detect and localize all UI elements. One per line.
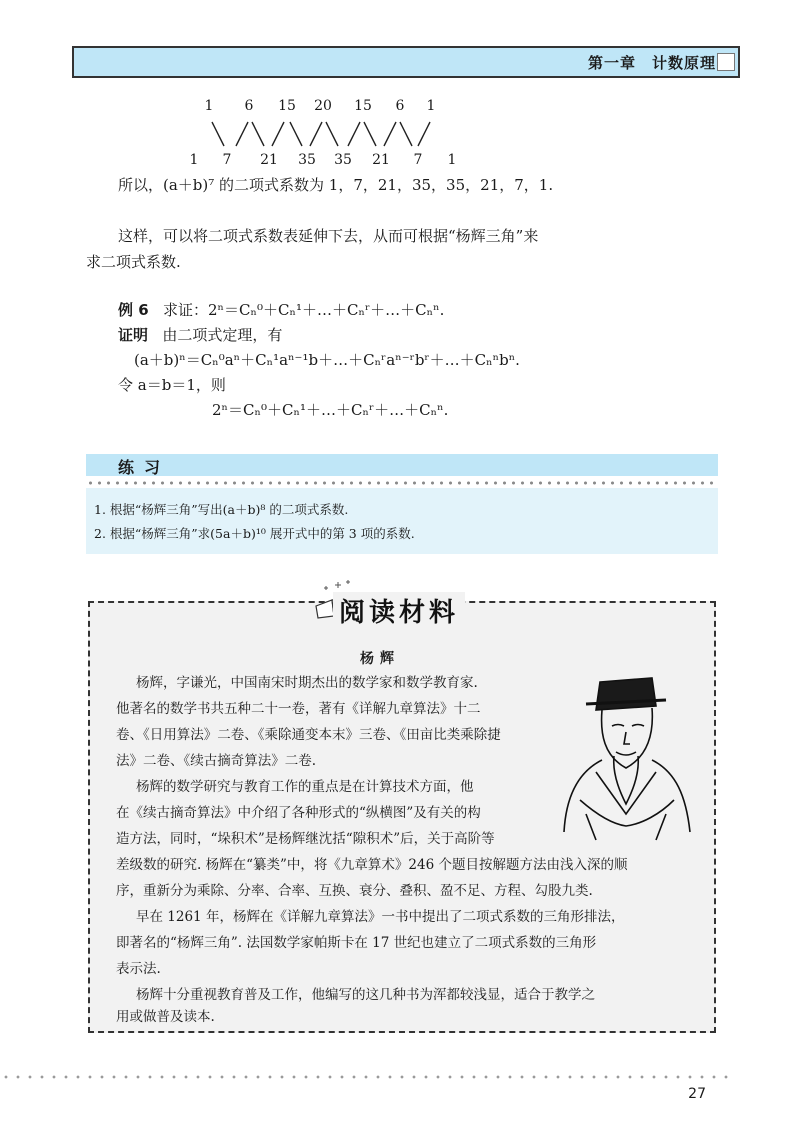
result-equation: 2ⁿ＝Cₙ⁰＋Cₙ¹＋…＋Cₙʳ＋…＋Cₙⁿ. — [212, 401, 449, 419]
chapter-header-bar — [72, 46, 740, 78]
reading-line: 在《续古摘奇算法》中介绍了各种形式的“纵横图”及有关的构 — [116, 805, 481, 821]
reading-line: 法》二卷、《续古摘奇算法》二卷. — [116, 753, 317, 769]
reading-line: 卷、《日用算法》二卷、《乘除通变本末》三卷、《田亩比类乘除捷 — [116, 727, 501, 743]
binomial-expansion: (a＋b)ⁿ＝Cₙ⁰aⁿ＋Cₙ¹aⁿ⁻¹b＋…＋Cₙʳaⁿ⁻ʳbʳ＋…＋Cₙⁿbⁿ. — [134, 351, 520, 369]
body-paragraph-line: 求二项式系数. — [86, 253, 181, 271]
reading-line: 杨辉，字谦光，中国南宋时期杰出的数学家和数学教育家. — [136, 675, 478, 691]
proof-label: 证明 — [118, 326, 149, 344]
pascal-cell: 35 — [298, 152, 316, 168]
practice-box — [86, 488, 718, 554]
pascal-cell: 1 — [426, 98, 436, 114]
pascal-cell: 1 — [204, 98, 214, 114]
body-paragraph-line: 这样，可以将二项式系数表延伸下去，从而可根据“杨辉三角”来 — [118, 227, 539, 245]
example-statement: 求证：2ⁿ＝Cₙ⁰＋Cₙ¹＋…＋Cₙʳ＋…＋Cₙⁿ. — [162, 301, 445, 319]
proof-line — [118, 325, 282, 345]
reading-line: 序，重新分为乘除、分率、合率、互换、衰分、叠积、盈不足、方程、勾股九类. — [116, 883, 593, 899]
pascal-cell: 15 — [278, 98, 296, 114]
chapter-title: 第一章 计数原理 — [587, 54, 716, 72]
practice-header-bar — [86, 454, 718, 476]
reading-subtitle: 杨辉 — [360, 651, 400, 667]
pascal-cell: 1 — [447, 152, 457, 168]
yang-hui-portrait — [556, 664, 696, 846]
reading-line: 即著名的“杨辉三角”. 法国数学家帕斯卡在 17 世纪也建立了二项式系数的三角形 — [116, 935, 597, 951]
reading-line: 杨辉的数学研究与教育工作的重点是在计算技术方面，他 — [136, 779, 474, 795]
reading-line: 用或做普及读本. — [116, 1009, 215, 1025]
pascal-cell: 35 — [334, 152, 352, 168]
page-number: 27 — [688, 1086, 706, 1102]
pascal-cell: 1 — [189, 152, 199, 168]
substitution-line: 令 a＝b＝1，则 — [118, 376, 226, 394]
proof-intro: 由二项式定理，有 — [162, 326, 283, 344]
pascal-cell: 7 — [222, 152, 232, 168]
pascal-cell: 6 — [395, 98, 405, 114]
reading-heading: 阅读材料 — [333, 592, 465, 629]
pascal-cell: 20 — [314, 98, 332, 114]
pascal-cell: 6 — [244, 98, 254, 114]
example-label: 例 6 — [118, 301, 149, 319]
dotted-divider — [86, 480, 718, 486]
header-square-icon — [717, 53, 735, 71]
pascal-cell: 21 — [372, 152, 390, 168]
reading-line: 杨辉十分重视教育普及工作，他编写的这几种书为浑都较浅显，适合于教学之 — [136, 987, 595, 1003]
example-6 — [118, 300, 444, 320]
reading-line: 他著名的数学书共五种二十一卷，著有《详解九章算法》十二 — [116, 701, 481, 717]
practice-item: 2. 根据“杨辉三角”求(5a＋b)¹⁰ 展开式中的第 3 项的系数. — [94, 526, 415, 541]
pascal-cell: 7 — [413, 152, 423, 168]
reading-line: 差级数的研究. 杨辉在“纂类”中，将《九章算术》246 个题目按解题方法由浅入深的顺 — [116, 857, 628, 873]
pascal-cell: 15 — [354, 98, 372, 114]
pascal-cell: 21 — [260, 152, 278, 168]
practice-item: 1. 根据“杨辉三角”写出(a＋b)⁸ 的二项式系数. — [94, 502, 349, 517]
reading-line: 造方法，同时，“垛积术”是杨辉继沈括“隙积术”后，关于高阶等 — [116, 831, 495, 847]
coefficients-line: 所以，(a＋b)⁷ 的二项式系数为 1，7，21，35，35，21，7，1. — [118, 176, 554, 194]
pascal-connector-lines — [190, 118, 450, 152]
practice-title: 练习 — [118, 458, 171, 477]
reading-line: 早在 1261 年，杨辉在《详解九章算法》一书中提出了二项式系数的三角形排法， — [136, 909, 625, 925]
footer-dotted-line — [0, 1074, 730, 1080]
reading-line: 表示法. — [116, 961, 161, 977]
